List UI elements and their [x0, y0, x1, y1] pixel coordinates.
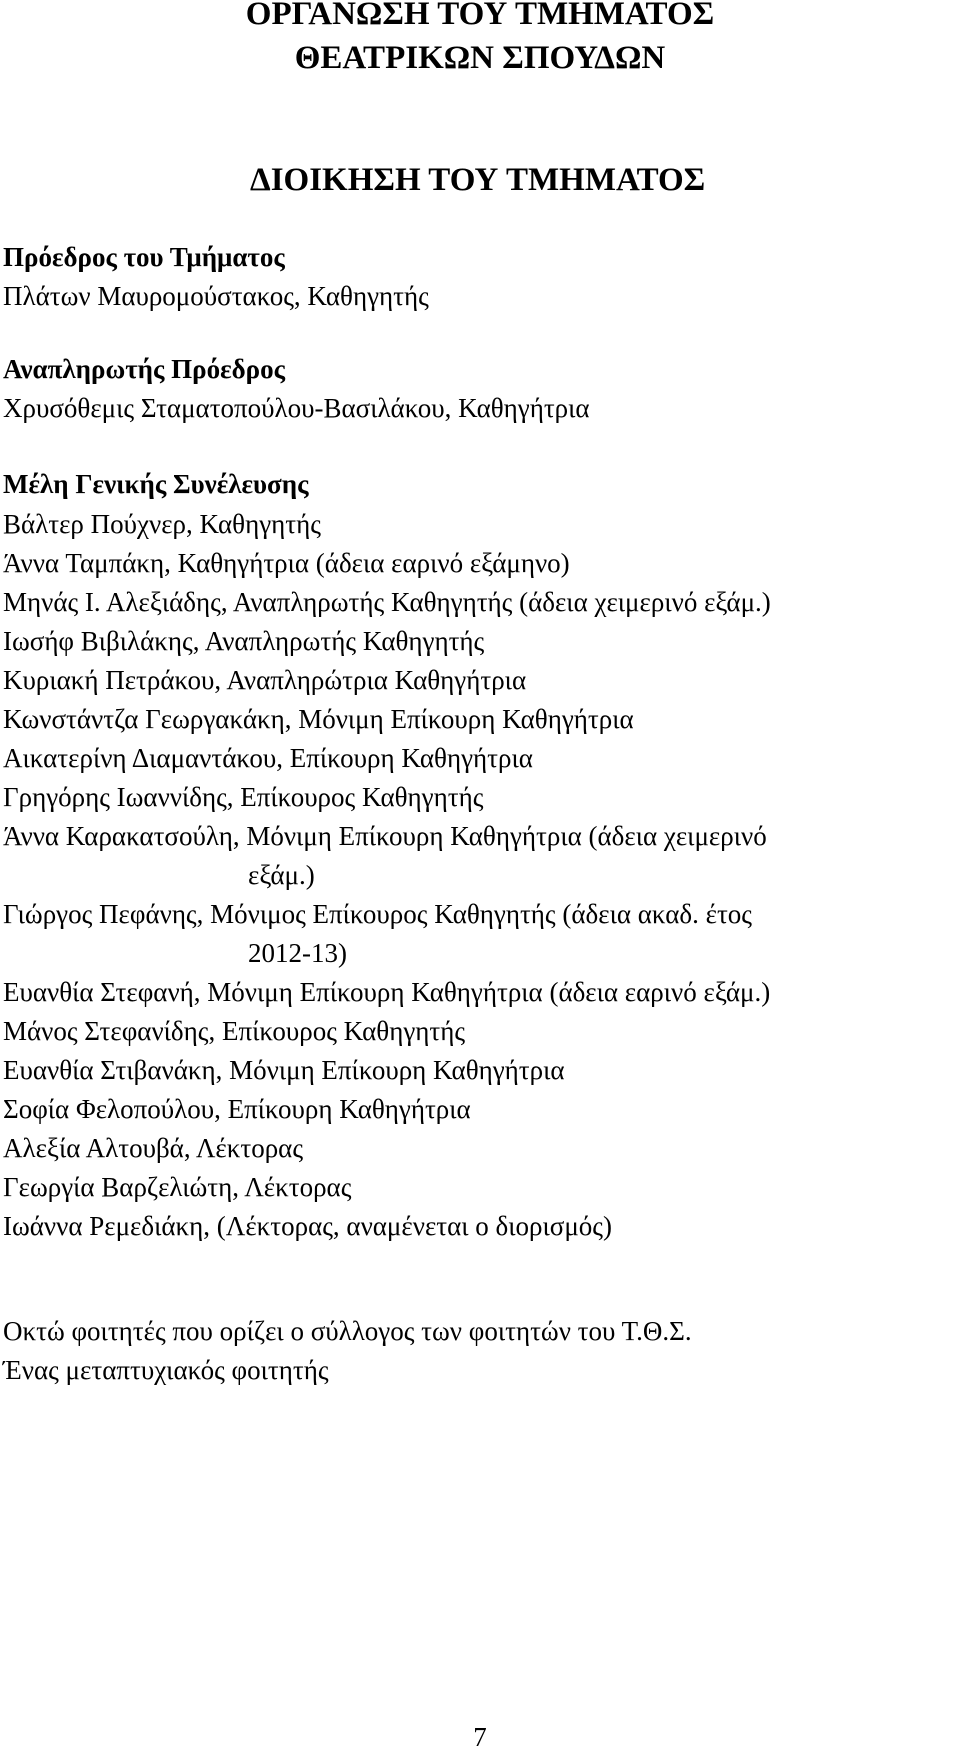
- member-item: Βάλτερ Πούχνερ, Καθηγητής: [3, 509, 321, 539]
- member-item: Κωνστάντζα Γεωργακάκη, Μόνιμη Επίκουρη Καθηγήτρια: [3, 704, 634, 734]
- vice-president-name: Χρυσόθεμις Σταματοπούλου-Βασιλάκου, Καθηγήτρια: [3, 393, 590, 423]
- member-item: Γιώργος Πεφάνης, Μόνιμος Επίκουρος Καθηγητής (άδεια ακαδ. έτος: [3, 899, 752, 929]
- section-heading: ΔΙΟΙΚΗΣΗ ΤΟΥ ΤΜΗΜΑΤΟΣ: [250, 162, 706, 198]
- document-title-line-1: ΟΡΓΑΝΩΣΗ ΤΟΥ ΤΜΗΜΑΤΟΣ: [245, 0, 715, 32]
- member-item: Ευανθία Στιβανάκη, Μόνιμη Επίκουρη Καθηγήτρια: [3, 1055, 565, 1085]
- member-item: Αλεξία Αλτουβά, Λέκτορας: [3, 1133, 304, 1163]
- member-item: Ιωάννα Ρεμεδιάκη, (Λέκτορας, αναμένεται ο διορισμός): [3, 1211, 612, 1241]
- member-item: Γεωργία Βαρζελιώτη, Λέκτορας: [3, 1172, 352, 1202]
- president-name: Πλάτων Μαυρομούστακος, Καθηγητής: [3, 281, 429, 311]
- member-item: Ιωσήφ Βιβιλάκης, Αναπληρωτής Καθηγητής: [3, 626, 485, 656]
- member-item-continuation: εξάμ.): [248, 860, 315, 890]
- member-item: Γρηγόρης Ιωαννίδης, Επίκουρος Καθηγητής: [3, 782, 484, 812]
- member-item: Ευανθία Στεφανή, Μόνιμη Επίκουρη Καθηγήτρια (άδεια εαρινό εξάμ.): [3, 977, 771, 1007]
- assembly-label: Μέλη Γενικής Συνέλευσης: [3, 469, 309, 499]
- member-item-continuation: 2012-13): [248, 938, 347, 968]
- document-title-line-2: ΘΕΑΤΡΙΚΩΝ ΣΠΟΥΔΩΝ: [294, 40, 666, 76]
- vice-president-label: Αναπληρωτής Πρόεδρος: [3, 354, 285, 384]
- member-item: Άννα Καρακατσούλη, Μόνιμη Επίκουρη Καθηγήτρια (άδεια χειμερινό: [3, 821, 767, 851]
- member-item: Σοφία Φελοπούλου, Επίκουρη Καθηγήτρια: [3, 1094, 471, 1124]
- member-item: Αικατερίνη Διαμαντάκου, Επίκουρη Καθηγήτρια: [3, 743, 533, 773]
- member-item: Άννα Ταμπάκη, Καθηγήτρια (άδεια εαρινό εξάμηνο): [3, 548, 570, 578]
- member-item: Μάνος Στεφανίδης, Επίκουρος Καθηγητής: [3, 1016, 466, 1046]
- president-label: Πρόεδρος του Τμήματος: [3, 242, 285, 272]
- postgraduate-representative: Ένας μεταπτυχιακός φοιτητής: [3, 1355, 329, 1385]
- students-representatives: Οκτώ φοιτητές που ορίζει ο σύλλογος των φοιτητών του Τ.Θ.Σ.: [3, 1316, 692, 1346]
- page-number: 7: [473, 1722, 487, 1752]
- member-item: Μηνάς Ι. Αλεξιάδης, Αναπληρωτής Καθηγητής (άδεια χειμερινό εξάμ.): [3, 587, 771, 617]
- member-item: Κυριακή Πετράκου, Αναπληρώτρια Καθηγήτρια: [3, 665, 527, 695]
